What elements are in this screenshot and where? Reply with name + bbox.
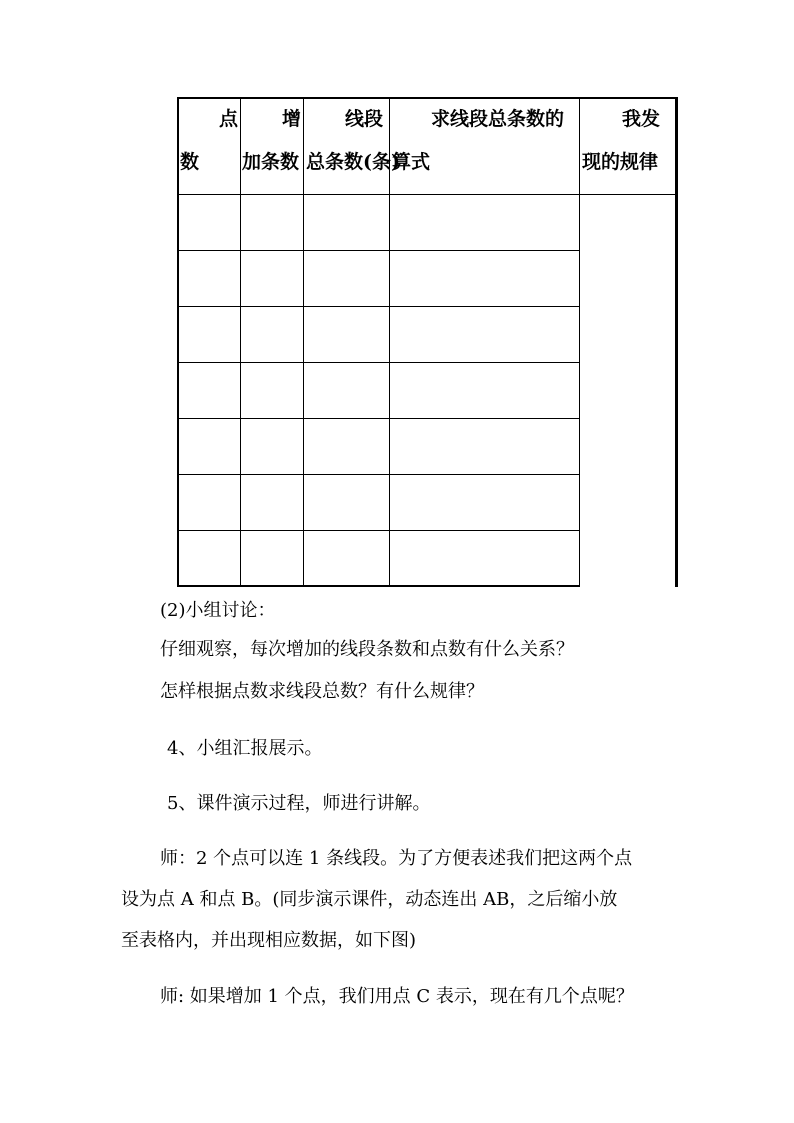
- row-separator: [177, 306, 580, 307]
- row-separator: [177, 474, 580, 475]
- col-separator-4: [579, 97, 580, 587]
- header-pattern-bottom: 现的规律: [582, 151, 659, 173]
- teacher-line-1: 师：2 个点可以连 1 条线段。为了方便表述我们把这两个点: [160, 848, 633, 869]
- question-2: 怎样根据点数求线段总数？有什么规律？: [160, 681, 484, 702]
- header-total-top: 线段: [345, 108, 384, 130]
- row-separator: [177, 418, 580, 419]
- row-separator: [177, 530, 580, 531]
- teacher-line-2: 设为点 A 和点 B。(同步演示课件，动态连出 AB，之后缩小放: [121, 889, 618, 910]
- table-border-top: [177, 97, 678, 99]
- table-border-bottom: [177, 585, 580, 587]
- discussion-heading: (2)小组讨论：: [160, 600, 276, 621]
- col-separator-2: [303, 97, 304, 587]
- header-formula-bottom: 算式: [392, 151, 431, 173]
- header-increase-bottom: 加条数: [242, 151, 300, 173]
- step-4: 4、小组汇报展示。: [167, 738, 323, 759]
- data-table: [177, 97, 678, 587]
- row-separator: [177, 362, 580, 363]
- header-total-bottom: 总条数(条): [306, 151, 400, 173]
- row-separator: [177, 250, 580, 251]
- header-points-bottom: 数: [180, 151, 200, 173]
- question-1: 仔细观察，每次增加的线段条数和点数有什么关系？: [160, 639, 574, 660]
- step-5: 5、课件演示过程，师进行讲解。: [167, 793, 431, 814]
- table-border-left: [177, 97, 179, 587]
- teacher-line-3: 至表格内，并出现相应数据，如下图): [121, 930, 417, 951]
- col-separator-1: [240, 97, 241, 587]
- header-points-top: 点: [219, 108, 239, 130]
- teacher-question: 师: 如果增加 1 个点，我们用点 C 表示，现在有几个点呢？: [160, 986, 634, 1007]
- table-header-rule: [177, 194, 678, 195]
- table-border-right: [675, 97, 678, 587]
- header-pattern-top: 我发: [622, 108, 661, 130]
- header-increase-top: 增: [282, 108, 302, 130]
- header-formula-top: 求线段总条数的: [431, 108, 565, 130]
